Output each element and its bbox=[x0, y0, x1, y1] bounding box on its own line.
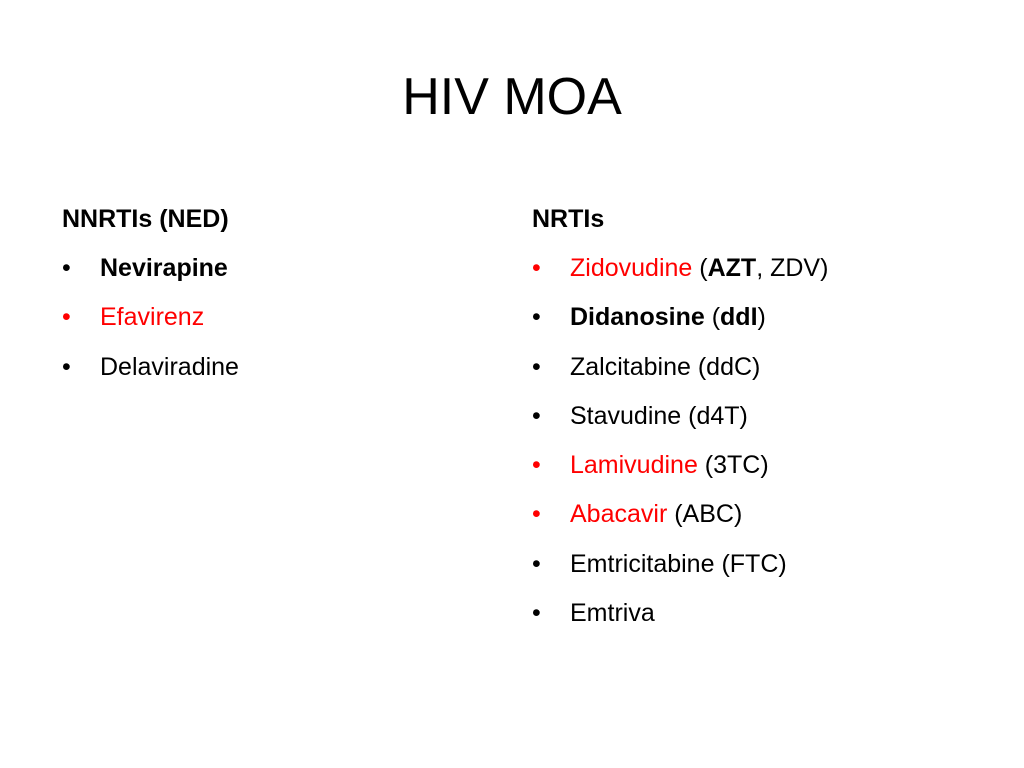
bullet-icon: • bbox=[62, 254, 71, 282]
nrti-list bbox=[532, 244, 972, 638]
drug-name: Lamivudine bbox=[570, 451, 698, 480]
list-item bbox=[532, 244, 972, 293]
drug-name: Efavirenz bbox=[100, 303, 205, 332]
drug-paren-open: ( bbox=[692, 254, 708, 282]
nrti-column bbox=[532, 195, 972, 638]
drug-name: Didanosine bbox=[570, 303, 705, 332]
bullet-icon: • bbox=[62, 303, 71, 332]
drug-name: Stavudine bbox=[570, 401, 682, 430]
drug-name: Emtricitabine bbox=[570, 549, 715, 578]
bullet-icon: • bbox=[532, 500, 541, 529]
nnrti-heading: NNRTIs (NED) bbox=[62, 205, 229, 233]
list-item bbox=[532, 343, 972, 392]
list-item bbox=[532, 540, 972, 589]
drug-detail: (FTC) bbox=[714, 549, 787, 578]
nnrti-column bbox=[62, 195, 482, 392]
nrti-heading: NRTIs bbox=[532, 205, 605, 233]
list-item bbox=[532, 293, 972, 342]
drug-name: Nevirapine bbox=[100, 254, 228, 282]
bullet-icon: • bbox=[62, 352, 71, 381]
list-item bbox=[532, 441, 972, 490]
bullet-icon: • bbox=[532, 549, 541, 578]
drug-detail: (d4T) bbox=[681, 401, 748, 430]
bullet-icon: • bbox=[532, 352, 541, 381]
drug-name: Emtriva bbox=[570, 599, 655, 628]
drug-abbreviation-rest: , ZDV) bbox=[756, 254, 829, 282]
drug-name: Delaviradine bbox=[100, 352, 239, 381]
bullet-icon: • bbox=[532, 599, 541, 628]
drug-name: Zidovudine bbox=[570, 254, 693, 282]
list-item bbox=[532, 589, 972, 638]
bullet-icon: • bbox=[532, 254, 541, 282]
drug-detail: (ABC) bbox=[667, 500, 743, 529]
drug-detail: (ddC) bbox=[690, 352, 761, 381]
drug-paren-open: ( bbox=[704, 303, 721, 332]
nnrti-list bbox=[62, 244, 482, 392]
drug-name: Abacavir bbox=[570, 500, 668, 529]
list-item bbox=[62, 244, 482, 293]
drug-detail: (3TC) bbox=[697, 451, 769, 480]
drug-name: Zalcitabine bbox=[570, 352, 691, 381]
list-item bbox=[62, 343, 482, 392]
drug-abbreviation: ddI bbox=[720, 303, 758, 332]
list-item bbox=[532, 392, 972, 441]
drug-abbreviation-rest: ) bbox=[757, 303, 766, 332]
list-item bbox=[62, 293, 482, 342]
bullet-icon: • bbox=[532, 401, 541, 430]
slide-title: HIV MOA bbox=[402, 68, 622, 126]
list-item bbox=[532, 490, 972, 539]
bullet-icon: • bbox=[532, 303, 541, 332]
bullet-icon: • bbox=[532, 451, 541, 480]
drug-abbreviation: AZT bbox=[707, 254, 757, 282]
